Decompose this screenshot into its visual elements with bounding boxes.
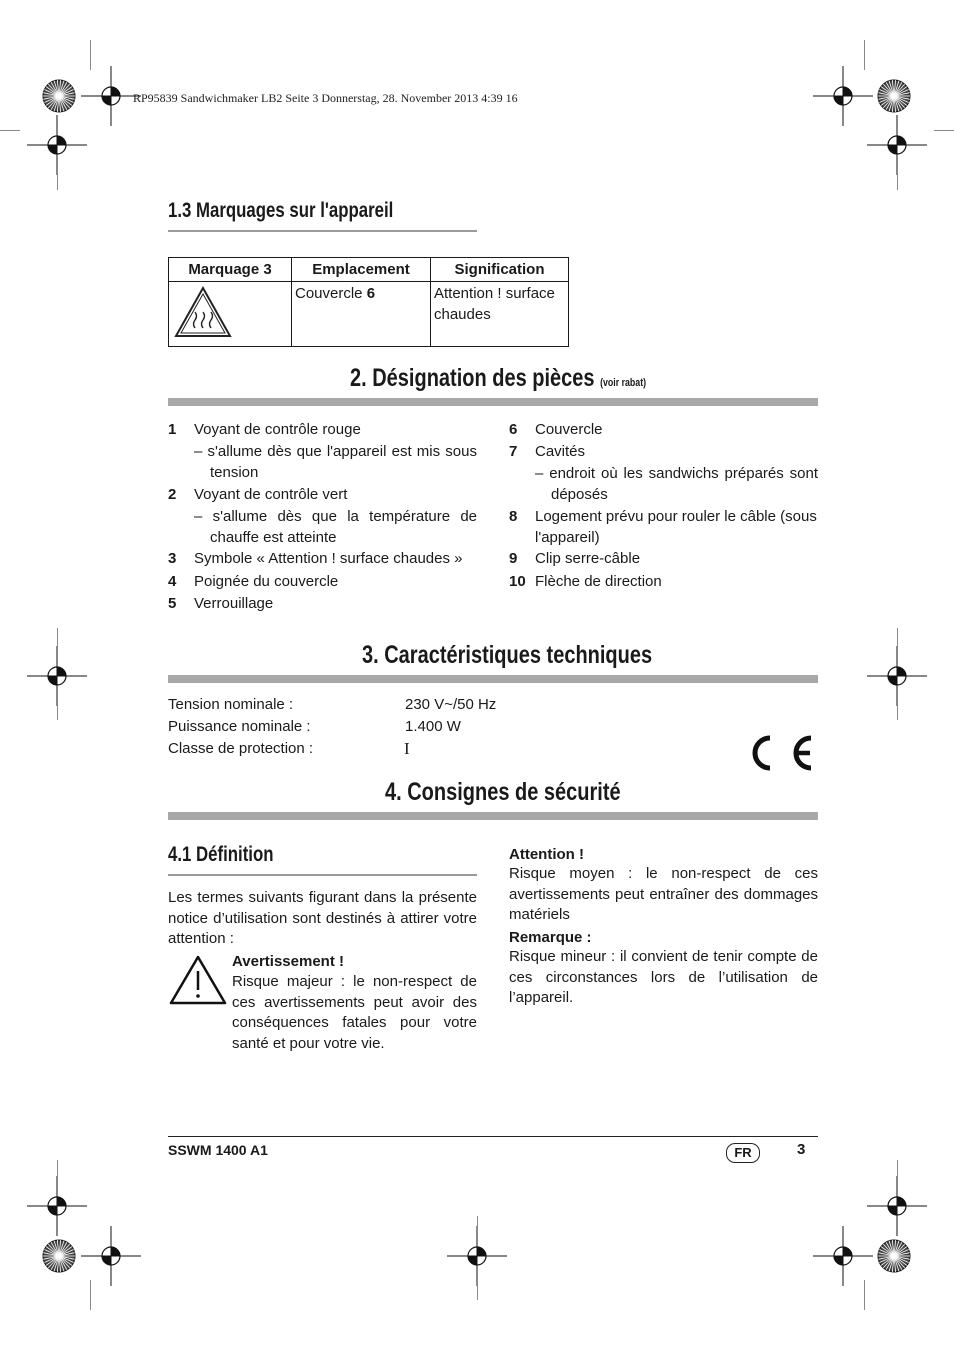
list-item-number: 6 — [509, 421, 518, 438]
spec-label: Puissance nominale : — [168, 718, 311, 735]
crop-line — [57, 628, 58, 720]
list-item-text: – endroit où les sandwichs préparés sont déposés — [535, 465, 818, 503]
list-item-number: 2 — [168, 486, 177, 503]
list-item-text: Flèche de direction — [535, 573, 662, 590]
crop-line — [477, 1216, 478, 1300]
table-header: Emplacement — [292, 258, 431, 282]
spec-label: Classe de protection : — [168, 740, 314, 757]
crop-line — [897, 1160, 898, 1230]
list-item-number: 8 — [509, 508, 518, 525]
table-cell-symbol — [169, 282, 292, 347]
definition-intro: Les termes suivants figurant dans la présente notice d’utilisation sont destinés à attirer votre attention : — [168, 889, 477, 948]
crop-line — [90, 1280, 91, 1310]
section-2-rule — [168, 398, 818, 406]
warning-title: Avertissement ! — [232, 953, 344, 970]
list-item-number: 1 — [168, 421, 177, 438]
section-1-3-rule — [168, 230, 477, 232]
list-item-text: Symbole « Attention ! surface chaudes » — [194, 550, 463, 567]
page-number: 3 — [797, 1141, 806, 1158]
list-item-number: 9 — [509, 550, 518, 567]
list-item-text: Voyant de contrôle rouge — [194, 421, 361, 438]
list-item-number: 4 — [168, 573, 177, 590]
table-cell-location — [292, 282, 431, 347]
crop-line — [90, 40, 91, 70]
spec-value: I — [404, 739, 410, 758]
crop-line — [864, 1280, 865, 1310]
crop-line — [897, 628, 898, 720]
spec-value: 230 V~/50 Hz — [405, 696, 497, 713]
spec-value: 1.400 W — [405, 718, 461, 735]
language-badge: FR — [726, 1143, 760, 1163]
spec-label: Tension nominale : — [168, 696, 294, 713]
warning-triangle-icon — [168, 953, 228, 1007]
list-item-text: Voyant de contrôle vert — [194, 486, 348, 503]
list-item-text: – s'allume dès que la température de chauffe est atteinte — [194, 508, 477, 546]
note-text: Risque mineur : il convient de tenir compte de ces circonstances lors de l’utilisation de l’appareil. — [509, 948, 818, 1006]
table-header-row — [169, 258, 569, 282]
crop-line — [864, 40, 865, 70]
list-item-text: Poignée du couvercle — [194, 573, 339, 590]
list-item-number: 3 — [168, 550, 177, 567]
table-header: Marquage 3 — [169, 258, 292, 282]
list-item-number: 10 — [509, 573, 526, 590]
location-text: Couvercle — [295, 285, 367, 302]
crosshair-mark-icon — [81, 1226, 141, 1286]
crosshair-mark-icon — [813, 66, 873, 126]
list-item-text: Logement prévu pour rouler le câble (sous l'appareil) — [535, 508, 817, 546]
section-3-title: 3. Caractéristiques techniques — [362, 641, 653, 669]
section-3-rule — [168, 675, 818, 683]
list-item-text: – s'allume dès que l'appareil est mis sous tension — [194, 443, 477, 481]
list-item-number: 7 — [509, 443, 518, 460]
section-2-title-text: 2. Désignation des pièces — [350, 364, 595, 392]
list-item-text: Couvercle — [535, 421, 603, 438]
section-2-title — [350, 364, 646, 393]
section-2-title-note: (voir rabat) — [600, 377, 647, 389]
star-target-mark-icon — [877, 1239, 911, 1273]
attention-text: Risque moyen : le non-respect de ces avertissements peut entraîner des dommages matériels — [509, 865, 818, 923]
list-item-text: Verrouillage — [194, 595, 274, 612]
hot-surface-warning-icon — [169, 282, 285, 340]
footer-rule — [168, 1136, 818, 1137]
section-4-1-rule — [168, 874, 477, 876]
star-target-mark-icon — [42, 79, 76, 113]
star-target-mark-icon — [42, 1239, 76, 1273]
crop-line — [897, 120, 898, 190]
crop-line — [57, 120, 58, 190]
list-item-text: Clip serre-câble — [535, 550, 641, 567]
note-title: Remarque : — [509, 929, 592, 946]
section-2-heading — [350, 364, 720, 393]
crop-line — [0, 130, 20, 131]
crosshair-mark-icon — [81, 66, 141, 126]
section-4-title: 4. Consignes de sécurité — [385, 778, 621, 806]
print-header-line: RP95839 Sandwichmaker LB2 Seite 3 Donnerstag, 28. November 2013 4:39 16 — [133, 91, 518, 105]
crop-line — [934, 130, 954, 131]
section-4-1-title: 4.1 Définition — [168, 843, 274, 866]
list-item-number: 5 — [168, 595, 177, 612]
list-item-text: Cavités — [535, 443, 586, 460]
table-row — [169, 282, 569, 347]
crosshair-mark-icon — [813, 1226, 873, 1286]
section-1-3-title: 1.3 Marquages sur l'appareil — [168, 199, 394, 222]
location-number: 6 — [366, 285, 376, 302]
attention-title: Attention ! — [509, 846, 584, 863]
crop-line — [57, 1160, 58, 1230]
star-target-mark-icon — [877, 79, 911, 113]
warning-text: Risque majeur : le non-respect de ces avertissements peut avoir des conséquences fatales pour votre santé et pour votre vie. — [232, 973, 477, 1052]
table-header: Signification — [431, 258, 569, 282]
section-4-rule — [168, 812, 818, 820]
table-cell-meaning: Attention ! surface chaudes — [431, 282, 569, 347]
footer-model: SSWM 1400 A1 — [168, 1142, 268, 1158]
markings-table — [168, 257, 569, 347]
ce-mark-icon — [739, 734, 819, 772]
